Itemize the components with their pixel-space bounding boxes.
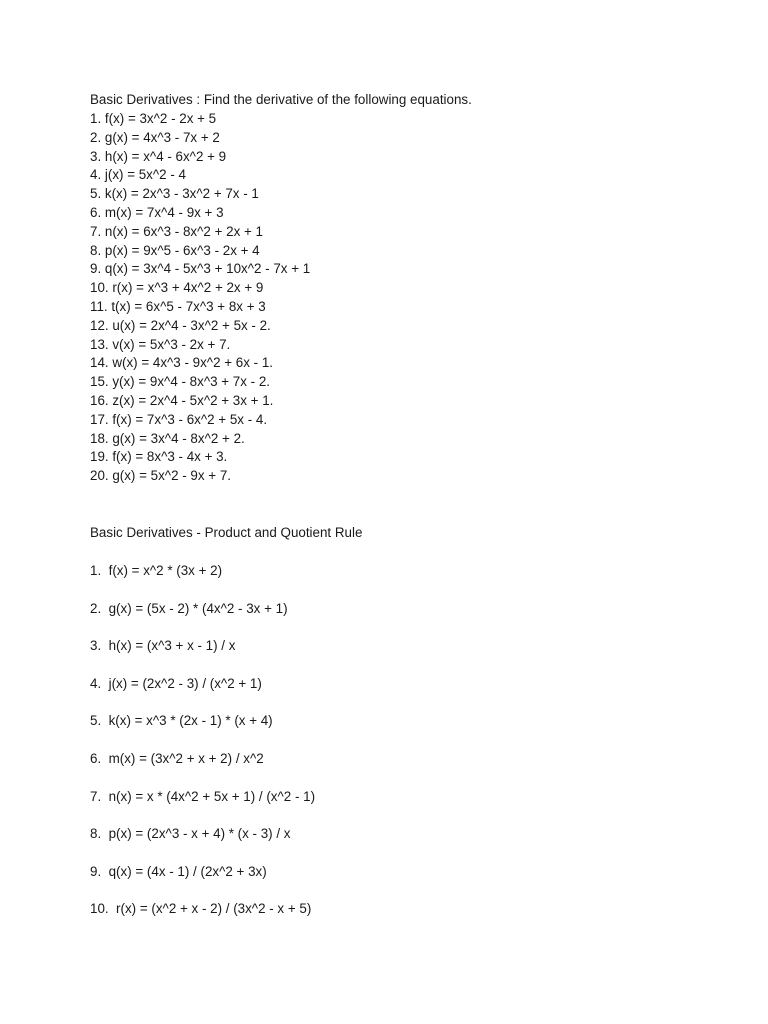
problem-item: 17. f(x) = 7x^3 - 6x^2 + 5x - 4. bbox=[90, 411, 268, 427]
problem-item: 10. r(x) = x^3 + 4x^2 + 2x + 9 bbox=[90, 280, 264, 296]
problem-item: 5. k(x) = 2x^3 - 3x^2 + 7x - 1 bbox=[90, 186, 259, 202]
problem-item: 1. f(x) = x^2 * (3x + 2) bbox=[90, 563, 223, 578]
problem-item: 4. j(x) = (2x^2 - 3) / (x^2 + 1) bbox=[90, 675, 262, 691]
problem-item: 9. q(x) = 3x^4 - 5x^3 + 10x^2 - 7x + 1 bbox=[90, 261, 311, 277]
problem-item: 14. w(x) = 4x^3 - 9x^2 + 6x - 1. bbox=[90, 355, 273, 371]
problem-item: 7. n(x) = 6x^3 - 8x^2 + 2x + 1 bbox=[90, 223, 263, 239]
problem-item: 13. v(x) = 5x^3 - 2x + 7. bbox=[90, 336, 231, 352]
problem-item: 9. q(x) = (4x - 1) / (2x^2 + 3x) bbox=[90, 863, 267, 879]
section-title-basic-derivatives: Basic Derivatives : Find the derivative of the following equations. bbox=[90, 92, 472, 107]
problem-item: 8. p(x) = (2x^3 - x + 4) * (x - 3) / x bbox=[90, 826, 291, 842]
problem-item: 12. u(x) = 2x^4 - 3x^2 + 5x - 2. bbox=[90, 317, 271, 333]
section-title-product-quotient-rule: Basic Derivatives - Product and Quotient Rule bbox=[90, 525, 363, 540]
problem-item: 18. g(x) = 3x^4 - 8x^2 + 2. bbox=[90, 430, 245, 446]
problem-item: 3. h(x) = x^4 - 6x^2 + 9 bbox=[90, 148, 227, 164]
problem-item: 6. m(x) = 7x^4 - 9x + 3 bbox=[90, 204, 224, 220]
basic-derivatives-list bbox=[90, 110, 310, 486]
problem-item: 2. g(x) = 4x^3 - 7x + 2 bbox=[90, 129, 220, 145]
problem-item: 7. n(x) = x * (4x^2 + 5x + 1) / (x^2 - 1) bbox=[90, 788, 316, 804]
problem-item: 16. z(x) = 2x^4 - 5x^2 + 3x + 1. bbox=[90, 392, 274, 408]
problem-item: 5. k(x) = x^3 * (2x - 1) * (x + 4) bbox=[90, 713, 273, 729]
problem-item: 1. f(x) = 3x^2 - 2x + 5 bbox=[90, 111, 217, 126]
problem-item: 8. p(x) = 9x^5 - 6x^3 - 2x + 4 bbox=[90, 242, 260, 258]
problem-item: 4. j(x) = 5x^2 - 4 bbox=[90, 167, 186, 183]
problem-item: 20. g(x) = 5x^2 - 9x + 7. bbox=[90, 468, 232, 484]
problem-item: 15. y(x) = 9x^4 - 8x^3 + 7x - 2. bbox=[90, 374, 271, 390]
problem-item: 19. f(x) = 8x^3 - 4x + 3. bbox=[90, 449, 228, 465]
problem-item: 11. t(x) = 6x^5 - 7x^3 + 8x + 3 bbox=[90, 298, 266, 314]
problem-item: 3. h(x) = (x^3 + x - 1) / x bbox=[90, 638, 236, 654]
product-quotient-list bbox=[90, 562, 315, 938]
problem-item: 2. g(x) = (5x - 2) * (4x^2 - 3x + 1) bbox=[90, 600, 288, 616]
problem-item: 10. r(x) = (x^2 + x - 2) / (3x^2 - x + 5) bbox=[90, 901, 312, 917]
problem-item: 6. m(x) = (3x^2 + x + 2) / x^2 bbox=[90, 750, 264, 766]
